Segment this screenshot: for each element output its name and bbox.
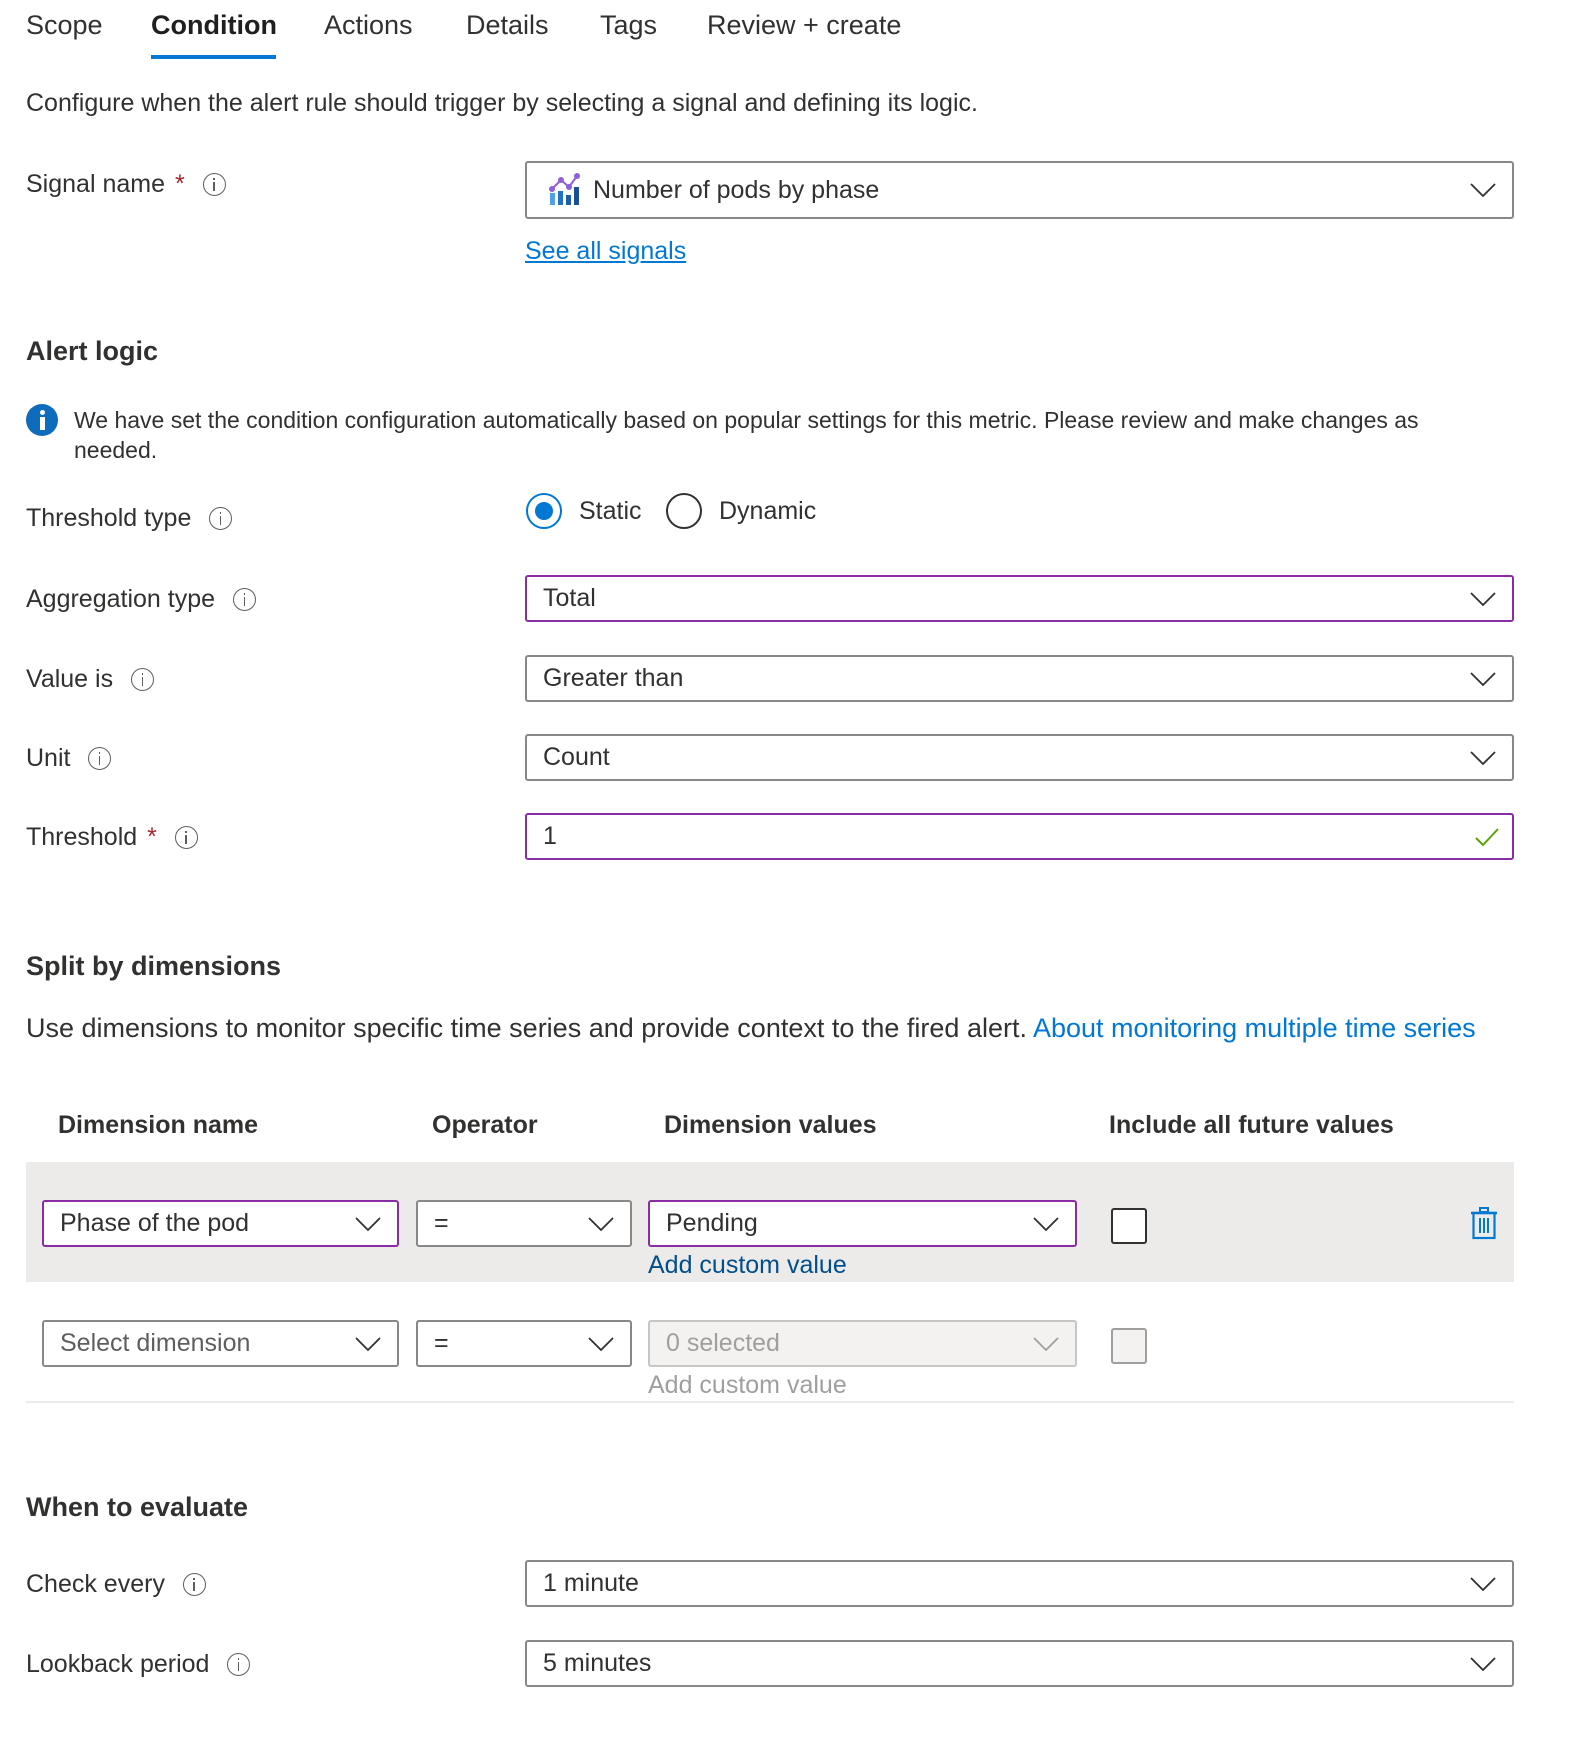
threshold-type-label-text: Threshold type [26,504,192,532]
select-dimension-placeholder: Select dimension [60,1329,251,1357]
tab-scope[interactable]: Scope [26,10,103,40]
operator-dropdown[interactable] [416,1320,632,1367]
dimension-name-dropdown[interactable] [42,1200,399,1247]
static-radio-label[interactable]: Static [579,497,642,525]
column-header-operator: Operator [432,1111,538,1139]
about-monitoring-link[interactable]: About monitoring multiple time series [1032,1013,1476,1043]
info-icon[interactable] [88,747,111,770]
page-description: Configure when the alert rule should trigger by selecting a signal and defining its logic. [26,89,978,117]
aggregation-type-value: Total [543,584,596,612]
column-header-dimension-name: Dimension name [58,1111,259,1139]
info-icon[interactable] [209,507,232,530]
info-icon[interactable] [233,588,256,611]
metric-chart-icon [547,173,581,207]
select-dimension-dropdown[interactable] [42,1320,399,1367]
threshold-label [26,823,198,852]
info-icon[interactable] [131,668,154,691]
info-icon[interactable] [203,173,226,196]
chevron-down-icon [1470,1657,1496,1671]
column-header-include-future: Include all future values [1109,1111,1394,1139]
signal-name-value: Number of pods by phase [593,175,880,204]
delete-trash-icon[interactable] [1470,1207,1498,1240]
split-description [26,1009,1506,1047]
lookback-period-value: 5 minutes [543,1649,652,1677]
chevron-down-icon [588,1217,614,1231]
info-icon[interactable] [183,1573,206,1596]
value-is-dropdown[interactable] [525,655,1514,702]
operator-dropdown[interactable] [416,1200,632,1247]
see-all-signals-link[interactable]: See all signals [525,237,687,265]
dimension-values-value: Pending [666,1209,758,1237]
include-future-values-checkbox-disabled [1111,1328,1147,1364]
unit-value: Count [543,743,610,771]
chevron-down-icon [1470,672,1496,686]
threshold-value: 1 [543,822,557,850]
chevron-down-icon [588,1337,614,1351]
include-future-values-checkbox[interactable] [1111,1208,1147,1244]
when-to-evaluate-heading: When to evaluate [26,1492,249,1522]
dynamic-radio-label[interactable]: Dynamic [719,497,817,525]
tab-actions[interactable]: Actions [324,10,413,40]
chevron-down-icon [355,1217,381,1231]
unit-dropdown[interactable] [525,734,1514,781]
tab-tags[interactable]: Tags [600,10,658,40]
dimension-values-placeholder: 0 selected [666,1329,780,1357]
lookback-period-dropdown[interactable] [525,1640,1514,1687]
dimension-values-dropdown[interactable] [648,1200,1077,1247]
info-icon[interactable] [227,1653,250,1676]
chevron-down-icon [1470,592,1496,606]
dimension-values-dropdown-disabled [648,1320,1077,1367]
signal-name-label-text: Signal name [26,170,165,198]
unit-label [26,744,111,773]
add-custom-value-link-disabled: Add custom value [648,1371,847,1399]
checkmark-icon [1474,826,1500,855]
active-tab-indicator [151,55,276,59]
check-every-label [26,1570,206,1599]
operator-value: = [434,1329,449,1357]
alert-logic-heading: Alert logic [26,336,159,366]
threshold-label-text: Threshold [26,823,138,851]
check-every-dropdown[interactable] [525,1560,1514,1607]
chevron-down-icon [1033,1337,1059,1351]
threshold-type-label [26,504,232,533]
check-every-label-text: Check every [26,1570,165,1598]
signal-name-dropdown[interactable] [525,161,1514,219]
column-header-dimension-values: Dimension values [664,1111,877,1139]
value-is-label-text: Value is [26,665,114,693]
required-asterisk: * [147,823,157,851]
aggregation-type-label [26,585,256,614]
chevron-down-icon [1033,1217,1059,1231]
row-divider [26,1401,1514,1403]
split-by-dimensions-heading: Split by dimensions [26,951,282,981]
dynamic-radio[interactable] [666,493,702,529]
dimension-name-value: Phase of the pod [60,1209,250,1237]
chevron-down-icon [355,1337,381,1351]
threshold-input[interactable] [525,813,1514,860]
value-is-label [26,665,154,694]
lookback-period-label-text: Lookback period [26,1650,210,1678]
signal-name-label [26,170,226,199]
required-asterisk: * [174,170,185,198]
chevron-down-icon [1470,183,1496,197]
chevron-down-icon [1470,751,1496,765]
auto-config-info-message: We have set the condition configuration automatically based on popular settings for this metric. Please review and make changes as needed. [74,407,1419,463]
unit-label-text: Unit [26,744,71,772]
lookback-period-label [26,1650,250,1679]
aggregation-type-dropdown[interactable] [525,575,1514,622]
static-radio[interactable] [526,493,562,529]
info-icon[interactable] [175,826,198,849]
chevron-down-icon [1470,1577,1496,1591]
aggregation-type-label-text: Aggregation type [26,585,216,613]
info-filled-icon [26,404,58,436]
tab-details[interactable]: Details [466,10,549,40]
tab-review-create[interactable]: Review + create [707,10,902,40]
tab-condition[interactable]: Condition [151,10,277,40]
add-custom-value-link[interactable]: Add custom value [648,1251,847,1279]
split-description-text: Use dimensions to monitor specific time series and provide context to the fired alert. [26,1013,1027,1043]
check-every-value: 1 minute [543,1569,639,1597]
operator-value: = [434,1209,449,1237]
value-is-value: Greater than [543,664,684,692]
